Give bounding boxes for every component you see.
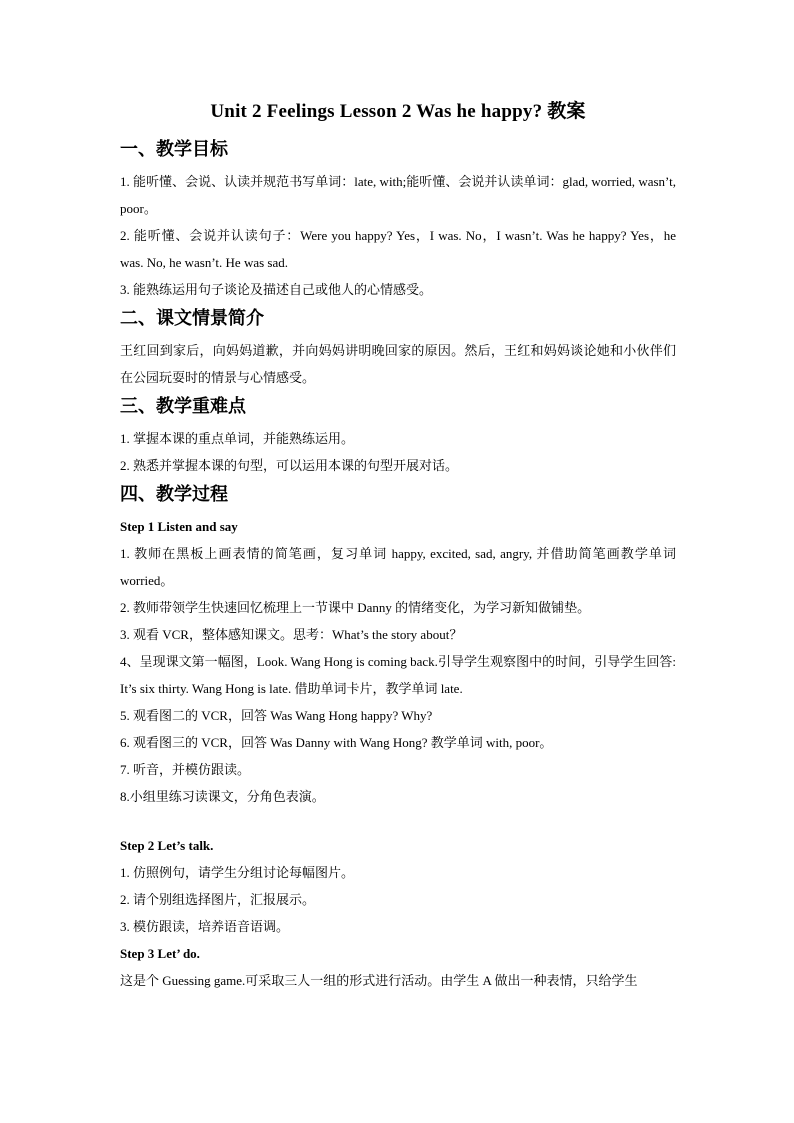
step2-title: Step 2 Let’s talk. (120, 838, 214, 853)
step2-item: 2. 请个别组选择图片，汇报展示。 (120, 892, 316, 907)
goal-item: 1. 能听懂、会说、认读并规范书写单词：late, with;能听懂、会说并认读单词：glad, worried, wasn’t, poor。 (120, 174, 676, 216)
step1-title: Step 1 Listen and say (120, 519, 238, 534)
step1-item: 8.小组里练习读课文，分角色表演。 (120, 789, 325, 804)
document-title: Unit 2 Feelings Lesson 2 Was he happy? 教案 (210, 101, 586, 122)
keypoint-item: 2. 熟悉并掌握本课的句型，可以运用本课的句型开展对话。 (120, 458, 459, 473)
step1-item: 7. 听音，并模仿跟读。 (120, 762, 251, 777)
keypoint-item: 1. 掌握本课的重点单词，并能熟练运用。 (120, 431, 355, 446)
step3-paragraph: 这是个 Guessing game.可采取三人一组的形式进行活动。由学生 A 做出一种表情，只给学生 (120, 973, 638, 988)
step2-item: 3. 模仿跟读，培养语音语调。 (120, 919, 290, 934)
step1-item: 1. 教师在黑板上画表情的简笔画，复习单词 happy, excited, sad, angry, 并借助简笔画教学单词 worried。 (120, 546, 676, 588)
step1-item: 2. 教师带领学生快速回忆梳理上一节课中 Danny 的情绪变化，为学习新知做铺垫。 (120, 600, 591, 615)
step1-item: 5. 观看图二的 VCR，回答 Was Wang Hong happy? Why? (120, 708, 433, 723)
section-heading-goals: 一、教学目标 (120, 139, 228, 160)
step1-item: 4、呈现课文第一幅图，Look. Wang Hong is coming back.引导学生观察图中的时间，引导学生回答: It’s six thirty. Wang Hong is late. 借助单词卡片，教学单词 late. (120, 654, 676, 696)
section-heading-process: 四、教学过程 (120, 484, 228, 505)
step2-item: 1. 仿照例句，请学生分组讨论每幅图片。 (120, 865, 355, 880)
step3-title: Step 3 Let’ do. (120, 946, 200, 961)
step1-item: 3. 观看 VCR，整体感知课文。思考：What’s the story about？ (120, 627, 463, 642)
section-heading-context: 二、课文情景简介 (120, 308, 264, 329)
spacer (120, 810, 676, 832)
goal-item: 2. 能听懂、会说并认读句子：Were you happy? Yes，I was. No，I wasn’t. Was he happy? Yes，he was. No, he wasn’t. He was sad. (120, 228, 676, 270)
goal-item: 3. 能熟练运用句子谈论及描述自己或他人的心情感受。 (120, 282, 433, 297)
section-heading-keypoints: 三、教学重难点 (120, 396, 246, 417)
context-paragraph: 王红回到家后，向妈妈道歉，并向妈妈讲明晚回家的原因。然后，王红和妈妈谈论她和小伙伴们在公园玩耍时的情景与心情感受。 (120, 343, 676, 385)
step1-item: 6. 观看图三的 VCR，回答 Was Danny with Wang Hong? 教学单词 with, poor。 (120, 735, 553, 750)
document-body (120, 98, 676, 994)
